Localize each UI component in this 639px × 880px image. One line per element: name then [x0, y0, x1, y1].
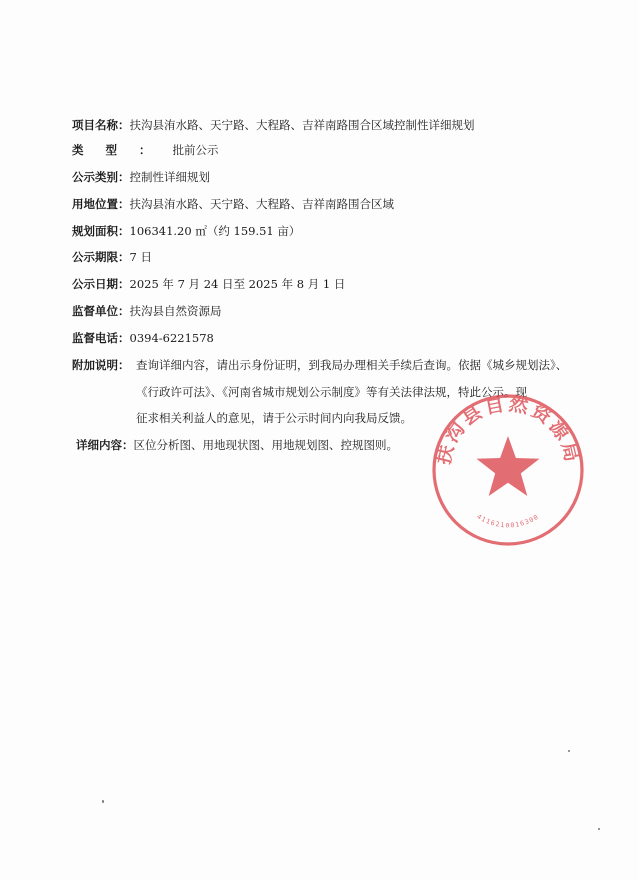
- field-value: 扶沟县自然资源局: [129, 304, 222, 318]
- field-value: 扶沟县洧水路、天宁路、大程路、吉祥南路围合区域: [129, 197, 394, 211]
- field-value: 2025 年 7 月 24 日至 2025 年 8 月 1 日: [129, 277, 346, 291]
- field-label: 公示期限：: [72, 250, 130, 264]
- field-label: 公示类别：: [72, 170, 130, 184]
- field-value: 扶沟县洧水路、天宁路、大程路、吉祥南路围合区域控制性详细规划: [129, 118, 475, 132]
- field-value: 控制性详细规划: [129, 170, 210, 184]
- field-value: 7 日: [129, 250, 152, 264]
- field-label: 项目名称：: [72, 118, 130, 132]
- field-label: 公示日期：: [72, 277, 130, 291]
- field-value: 106341.20 ㎡（约 159.51 亩）: [129, 224, 301, 238]
- field-label: 用地位置：: [72, 197, 130, 211]
- field-type: [72, 143, 219, 157]
- official-seal-icon: [428, 390, 588, 550]
- field-project-name: [72, 118, 475, 132]
- note-line: 《行政许可法》、《河南省城市规划公示制度》等有关法律法规，特此公示。现: [136, 385, 527, 399]
- field-value: 区位分析图、用地现状图、用地规划图、控规图则。: [133, 438, 398, 452]
- seal-code-text: 4116210016300: [475, 512, 541, 530]
- scan-speck: [568, 750, 570, 752]
- scan-speck: [102, 800, 104, 803]
- seal-name-text: 扶沟县自然资源局: [432, 392, 584, 467]
- field-land-location: [72, 197, 394, 211]
- field-label: 监督单位：: [72, 304, 130, 318]
- field-planning-area: [72, 224, 300, 238]
- scan-speck: [598, 828, 600, 830]
- field-value: 0394-6221578: [129, 331, 214, 345]
- field-value: 批前公示: [172, 143, 219, 157]
- field-supervising-unit: [72, 304, 222, 318]
- field-label: 规划面积：: [72, 224, 130, 238]
- field-notice-period: [72, 250, 152, 264]
- field-label: 类型：: [72, 143, 173, 157]
- field-supervision-phone: [72, 331, 214, 345]
- note-label: 附加说明：: [72, 358, 130, 372]
- field-notice-date: [72, 277, 345, 291]
- field-label: 详细内容：: [76, 438, 134, 452]
- svg-text:4116210016300: [475, 513, 540, 530]
- field-notice-category: [72, 170, 210, 184]
- note-line: 征求相关利益人的意见，请于公示时间内向我局反馈。: [136, 411, 412, 425]
- field-detail-content: [76, 438, 398, 452]
- field-label: 监督电话：: [72, 331, 130, 345]
- note-line: 查询详细内容，请出示身份证明，到我局办理相关手续后查询。依据《城乡规划法》、: [136, 358, 568, 372]
- seal-star-icon: [477, 436, 540, 496]
